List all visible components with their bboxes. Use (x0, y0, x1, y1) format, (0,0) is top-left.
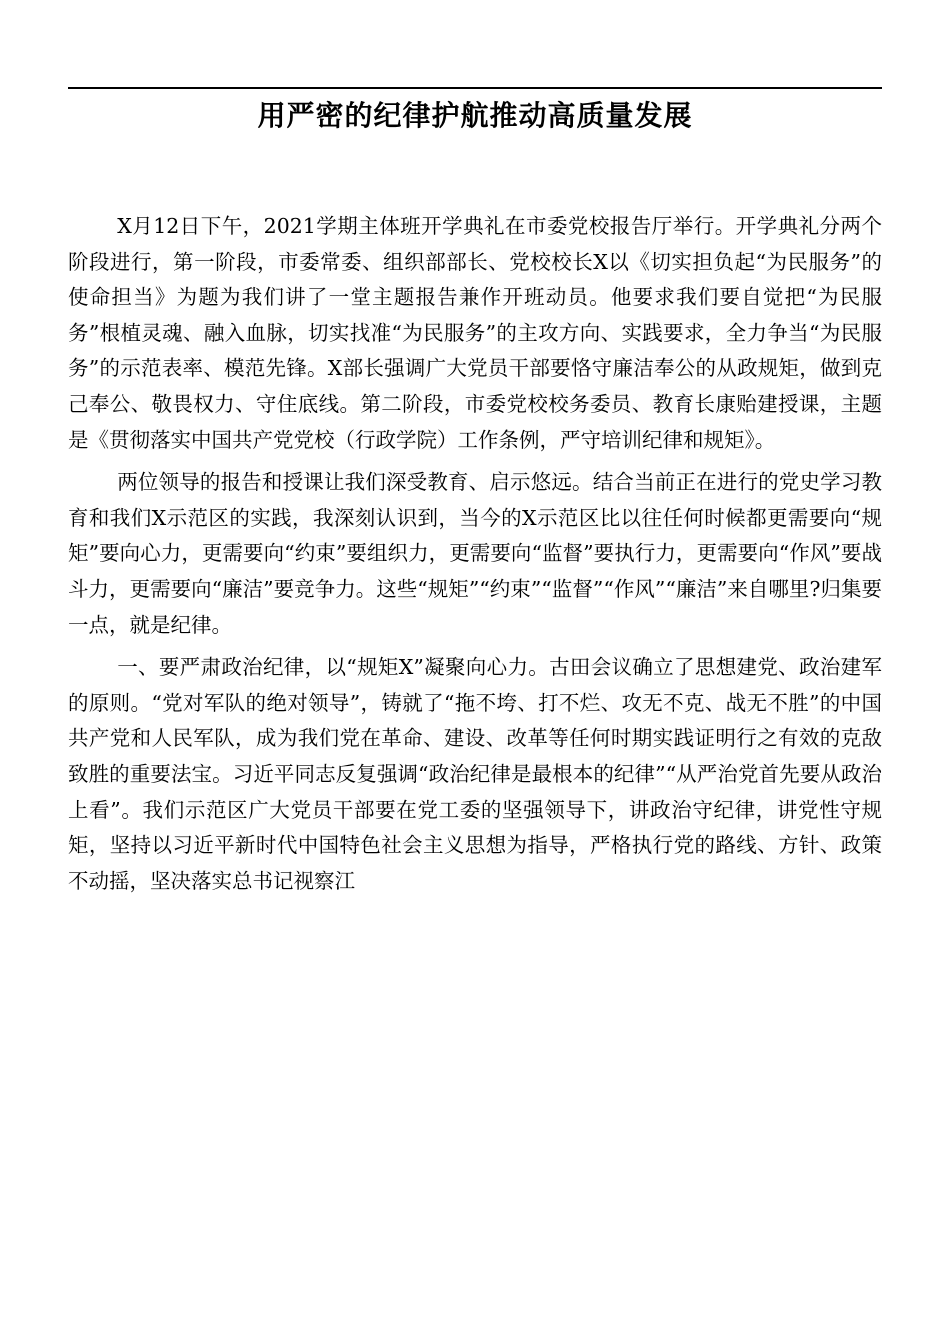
header-rule (68, 87, 882, 89)
paragraph-3: 一、要严肃政治纪律，以“规矩X”凝聚向心力。古田会议确立了思想建党、政治建军的原则。“党对军队的绝对领导”，铸就了“拖不垮、打不烂、攻无不克、战无不胜”的中国共产党和人民军队，成为我们党在革命、建设、改革等任何时期实践证明行之有效的克敌致胜的重要法宝。习近平同志反复强调“政治纪律是最根本的纪律”“从严治党首先要从政治上看”。我们示范区广大党员干部要在党工委的坚强领导下，讲政治守纪律，讲党性守规矩，坚持以习近平新时代中国特色社会主义思想为指导，严格执行党的路线、方针、政策不动摇，坚决落实总书记视察江 (68, 655, 882, 893)
paragraph-2: 两位领导的报告和授课让我们深受教育、启示悠远。结合当前正在进行的党史学习教育和我们X示范区的实践，我深刻认识到，当今的X示范区比以往任何时候都更需要向“规矩”要向心力，更需要向“约束”要组织力，更需要向“监督”要执行力，更需要向“作风”要战斗力，更需要向“廉洁”要竞争力。这些“规矩”“约束”“监督”“作风”“廉洁”来自哪里?归集要一点，就是纪律。 (68, 470, 882, 637)
document-body (68, 209, 882, 899)
document-title: 用严密的纪律护航推动高质量发展 (257, 99, 693, 132)
paragraph-1: X月12日下午，2021学期主体班开学典礼在市委党校报告厅举行。开学典礼分两个阶段进行，第一阶段，市委常委、组织部部长、党校校长X以《切实担负起“为民服务”的使命担当》为题为我们讲了一堂主题报告兼作开班动员。他要求我们要自觉把“为民服务”根植灵魂、融入血脉，切实找准“为民服务”的主攻方向、实践要求，全力争当“为民服务”的示范表率、模范先锋。X部长强调广大党员干部要恪守廉洁奉公的从政规矩，做到克己奉公、敬畏权力、守住底线。第二阶段，市委党校校务委员、教育长康贻建授课，主题是《贯彻落实中国共产党党校（行政学院）工作条例，严守培训纪律和规矩》。 (68, 214, 882, 452)
